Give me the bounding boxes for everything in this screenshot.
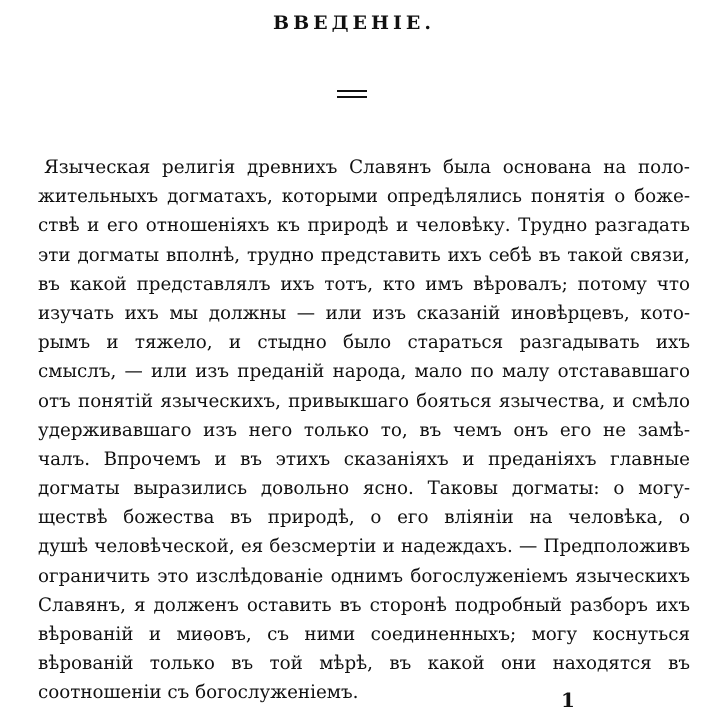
text-line: ществѣ божества въ природѣ, о его вліяніи на человѣка, о (38, 507, 690, 529)
text-line: отъ понятій языческихъ, привыкшаго бояться язычества, и смѣло (38, 390, 690, 412)
text-line: вѣрованій только въ той мѣрѣ, въ какой они находятся въ (38, 653, 690, 675)
text-line: эти догматы вполнѣ, трудно представить ихъ себѣ въ такой связи, (38, 244, 690, 266)
divider-line-top (337, 90, 367, 92)
text-line: смыслъ, — или изъ преданій народа, мало по малу отстававшаго (38, 361, 690, 383)
text-line: рымъ и тяжело, и стыдно было стараться разгадывать ихъ (38, 332, 690, 354)
divider-line-bottom (337, 96, 367, 98)
text-line: жительныхъ догматахъ, которыми опредѣлялись понятія о боже- (38, 186, 690, 208)
text-line: въ какой представлялъ ихъ тотъ, кто имъ вѣровалъ; потому что (38, 273, 690, 295)
body-paragraph (38, 153, 690, 708)
text-line: ствѣ и его отношеніяхъ къ природѣ и человѣку. Трудно разгадать (38, 215, 690, 237)
text-line: ограничить это изслѣдованіе однимъ богослуженіемъ языческихъ (38, 565, 690, 587)
text-line: вѣрованій и миѳовъ, съ ними соединенныхъ; могу коснуться (38, 624, 690, 645)
page-number: 1 (561, 688, 575, 712)
text-line: Славянъ, я долженъ оставить въ сторонѣ подробный разборъ ихъ (38, 594, 690, 616)
text-line: чалъ. Впрочемъ и въ этихъ сказаніяхъ и преданіяхъ главные (38, 448, 690, 470)
text-line: догматы выразились довольно ясно. Таковы догматы: о могу- (38, 478, 690, 500)
text-line: удерживавшаго изъ него только то, въ чемъ онъ его не замѣ- (38, 419, 690, 441)
page-title: ВВЕДЕНІЕ. (273, 12, 435, 34)
text-line: соотношеніи съ богослуженіемъ. (38, 682, 359, 704)
text-line: изучать ихъ мы должны — или изъ сказаній иновѣрцевъ, кото- (38, 302, 690, 324)
text-line: душѣ человѣческой, ея безсмертіи и надеждахъ. — Предположивъ (38, 536, 690, 558)
text-line: Языческая религія древнихъ Славянъ была основана на поло- (44, 157, 690, 178)
title-divider (337, 90, 367, 99)
